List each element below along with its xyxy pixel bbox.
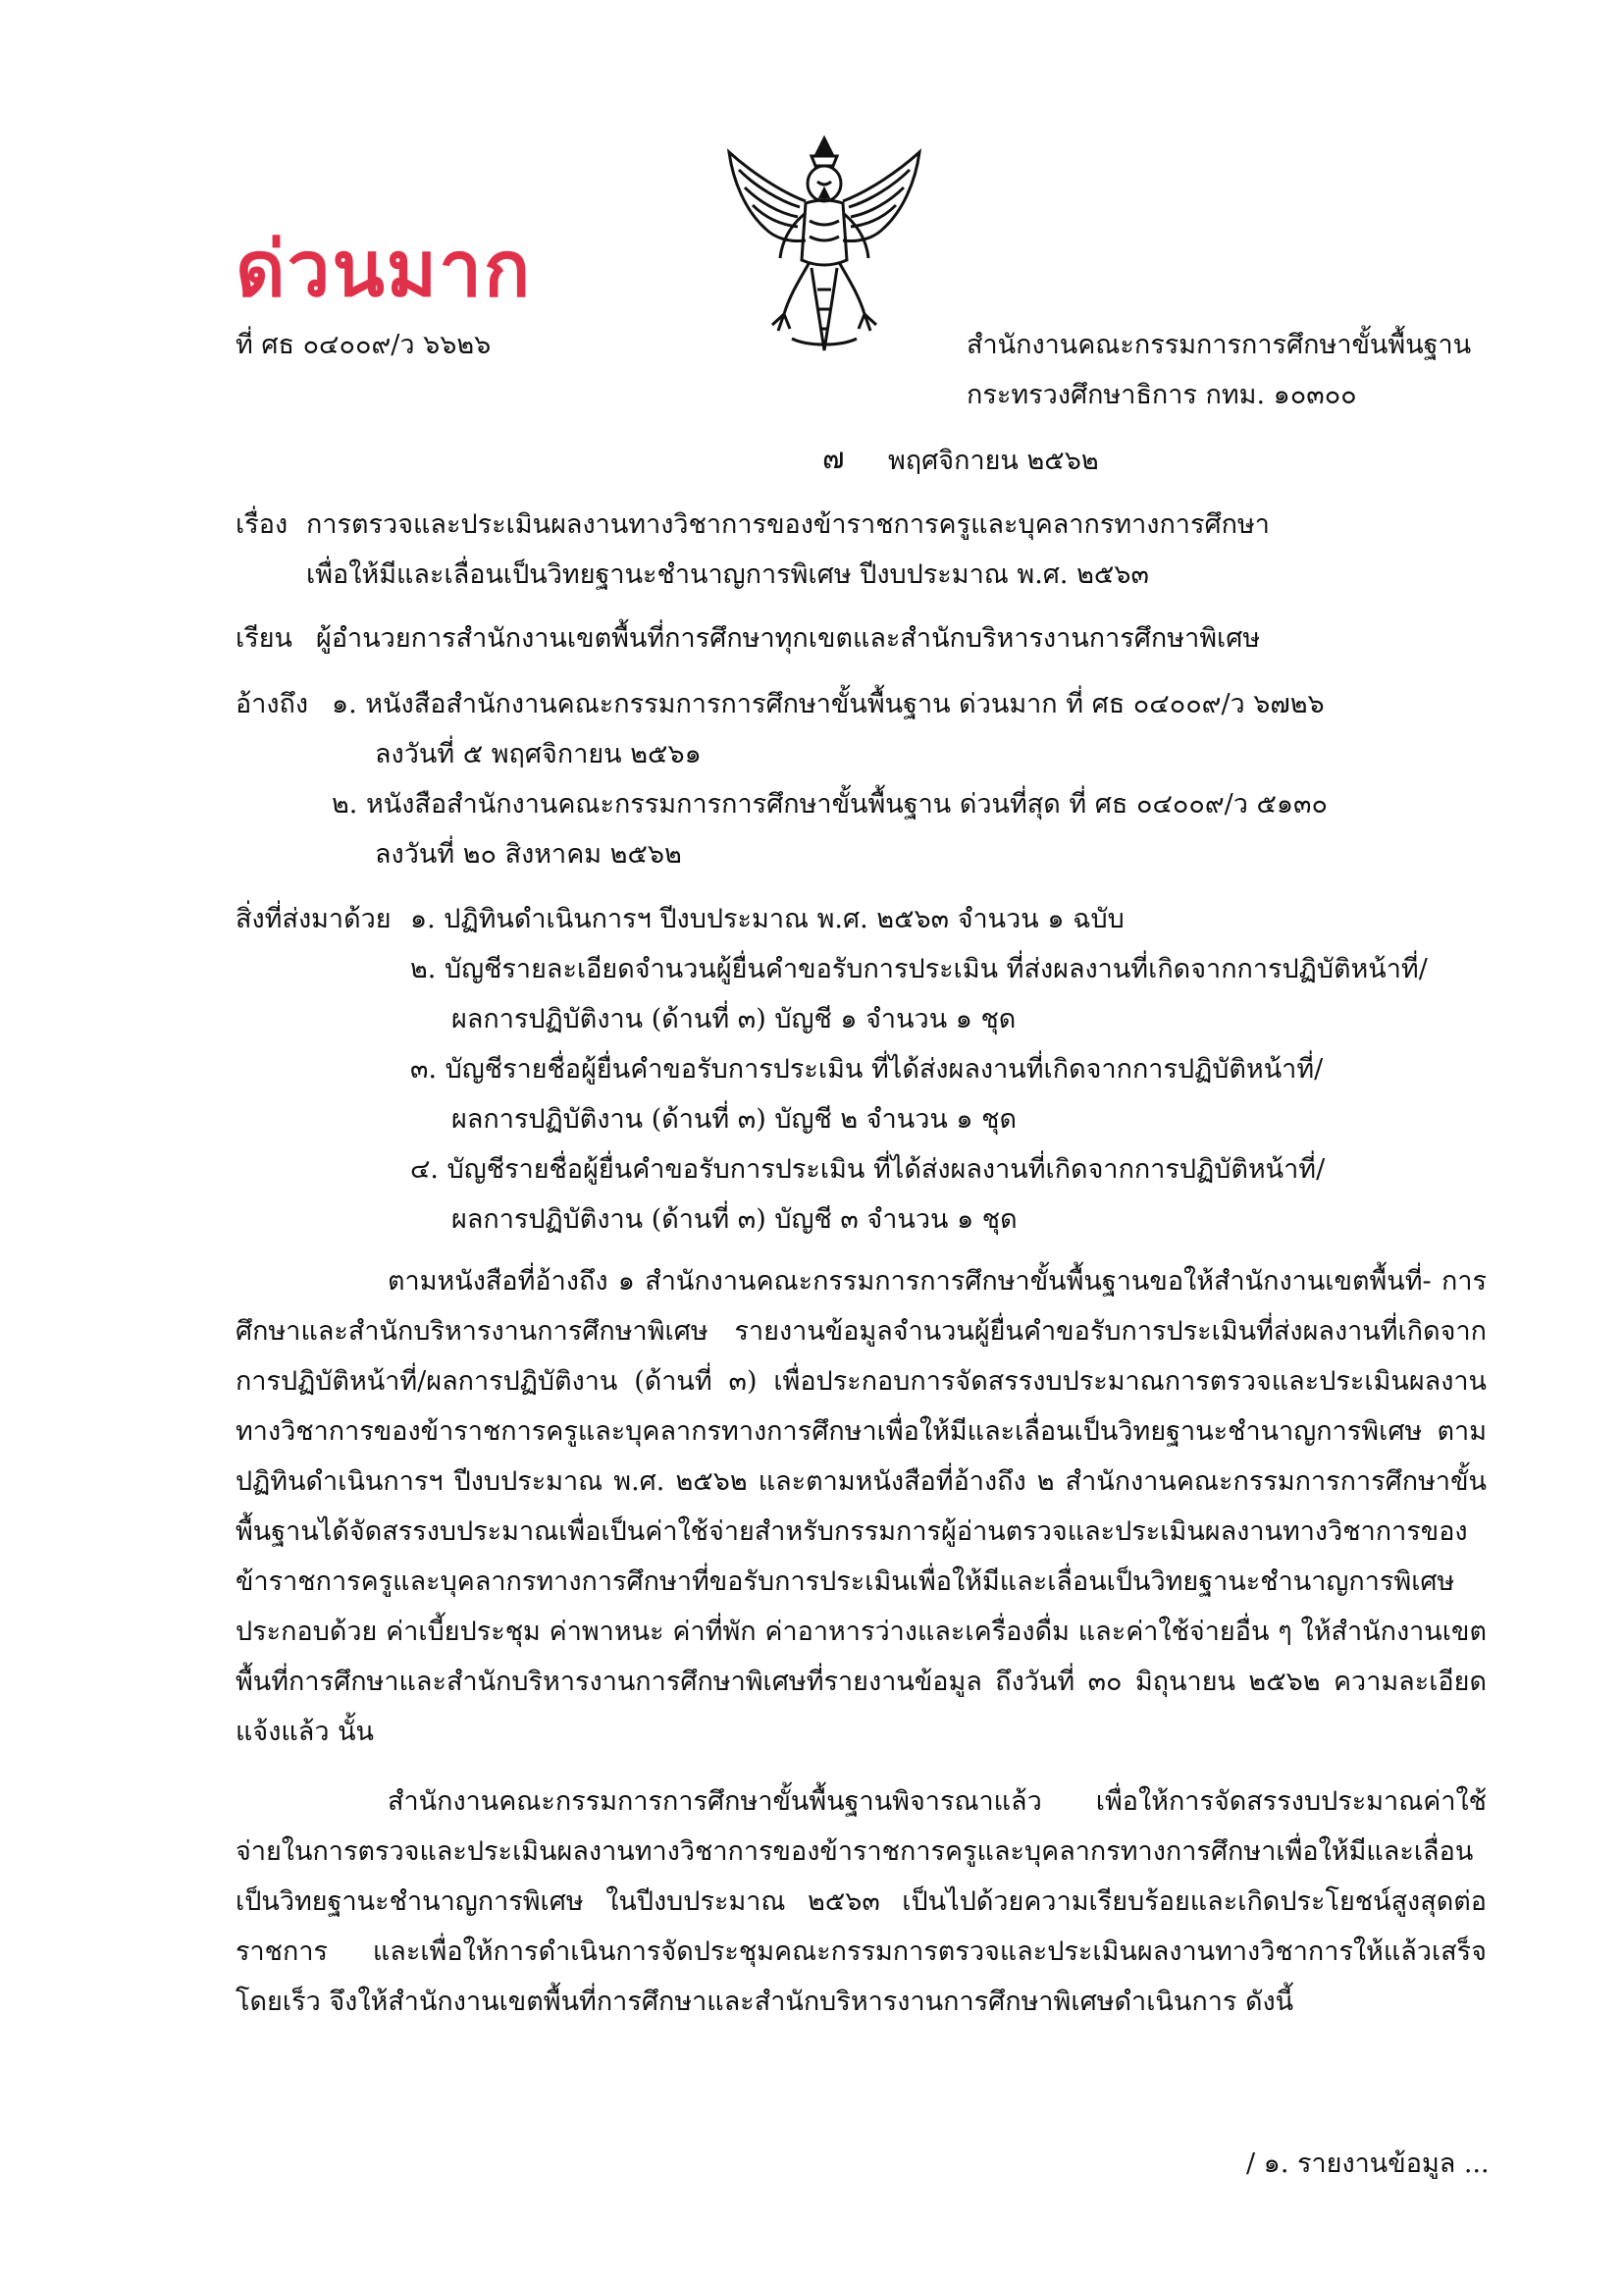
enclosure-2-line-1: ๒. บัญชีรายละเอียดจำนวนผู้ยื่นคำขอรับการประเมิน ที่ส่งผลงานที่เกิดจากการปฏิบัติหน้าที่/ xyxy=(410,954,1428,984)
body-paragraph-1-rest: การศึกษาและสำนักบริหารงานการศึกษาพิเศษ รายงานข้อมูลจำนวนผู้ยื่นคำขอรับการประเมินที่ส่งผลงานที่เกิดจากการปฏิบัติหน้าที่/ผลการปฏิบัติงาน (ด้านที่ ๓) เพื่อประกอบการจัดสรรงบประมาณการตรวจและประเมินผลงานทางวิชาการของข้าราชการครูและบุคลากรทางการศึกษาเพื่อให้มีและเลื่อนเป็นวิทยฐานะชำนาญการพิเศษ ตามปฏิทินดำเนินการฯ ปีงบประมาณ พ.ศ. ๒๕๖๒ และตามหนังสือที่อ้างถึง ๒ สำนักงานคณะกรรมการการศึกษาขั้นพื้นฐานได้จัดสรรงบประมาณเพื่อเป็นค่าใช้จ่ายสำหรับกรรมการผู้อ่านตรวจและประเมินผลงานทางวิชาการของข้าราชการครูและบุคลากรทางการศึกษาที่ขอรับการประเมินเพื่อให้มีและเลื่อนเป็นวิทยฐานะชำนาญการพิเศษ ประกอบด้วย ค่าเบี้ยประชุม ค่าพาหนะ ค่าที่พัก ค่าอาหารว่างและเครื่องดื่ม และค่าใช้จ่ายอื่น ๆ ให้สำนักงานเขตพื้นที่การศึกษาและสำนักบริหารงานการศึกษาพิเศษที่รายงานข้อมูล ถึงวันที่ ๓๐ มิถุนายน ๒๕๖๒ ความละเอียดแจ้งแล้ว นั้น xyxy=(236,1266,1487,1747)
enclosure-4-line-1: ๔. บัญชีรายชื่อผู้ยื่นคำขอรับการประเมิน ที่ได้ส่งผลงานที่เกิดจากการปฏิบัติหน้าที่/ xyxy=(410,1154,1326,1185)
enclosures-label: สิ่งที่ส่งมาด้วย xyxy=(236,904,392,934)
recipient-label: เรียน xyxy=(236,623,293,654)
references-label: อ้างถึง xyxy=(236,689,309,719)
enclosure-2-line-2: ผลการปฏิบัติงาน (ด้านที่ ๓) บัญชี ๑ จำนวน ๑ ชุด xyxy=(451,1004,1017,1034)
sender-address: กระทรวงศึกษาธิการ กทม. ๑๐๓๐๐ xyxy=(967,380,1357,410)
reference-2-line-1: ๒. หนังสือสำนักงานคณะกรรมการการศึกษาขั้นพื้นฐาน ด่วนที่สุด ที่ ศธ ๐๔๐๐๙/ว ๕๑๓๐ xyxy=(332,789,1328,820)
date-month-year: พฤศจิกายน ๒๕๖๒ xyxy=(888,446,1099,476)
sender-office: สำนักงานคณะกรรมการการศึกษาขั้นพื้นฐาน xyxy=(967,330,1472,360)
body-paragraph-2 xyxy=(236,1776,1487,2027)
recipient-text: ผู้อำนวยการสำนักงานเขตพื้นที่การศึกษาทุกเขตและสำนักบริหารงานการศึกษาพิเศษ xyxy=(316,623,1261,654)
reference-1-line-2: ลงวันที่ ๕ พฤศจิกายน ๒๕๖๑ xyxy=(375,739,702,769)
subject-line-1: การตรวจและประเมินผลงานทางวิชาการของข้าราชการครูและบุคลากรทางการศึกษา xyxy=(306,509,1270,540)
urgent-stamp: ด่วนมาก xyxy=(236,226,533,314)
enclosure-1-line-1: ๑. ปฏิทินดำเนินการฯ ปีงบประมาณ พ.ศ. ๒๕๖๓ จำนวน ๑ ฉบับ xyxy=(410,904,1125,934)
enclosure-4-line-2: ผลการปฏิบัติงาน (ด้านที่ ๓) บัญชี ๓ จำนวน ๑ ชุด xyxy=(451,1204,1018,1235)
subject-label: เรื่อง xyxy=(236,509,288,540)
garuda-emblem-icon xyxy=(721,133,927,363)
subject-line-2: เพื่อให้มีและเลื่อนเป็นวิทยฐานะชำนาญการพิเศษ ปีงบประมาณ พ.ศ. ๒๕๖๓ xyxy=(306,559,1149,590)
date-day: ๗ xyxy=(822,442,845,476)
enclosure-3-line-1: ๓. บัญชีรายชื่อผู้ยื่นคำขอรับการประเมิน ที่ได้ส่งผลงานที่เกิดจากการปฏิบัติหน้าที่/ xyxy=(410,1054,1324,1085)
body-paragraph-2-text: สำนักงานคณะกรรมการการศึกษาขั้นพื้นฐานพิจารณาแล้ว เพื่อให้การจัดสรรงบประมาณค่าใช้จ่ายในการตรวจและประเมินผลงานทางวิชาการของข้าราชการครูและบุคลากรทางการศึกษาเพื่อให้มีและเลื่อนเป็นวิทยฐานะชำนาญการพิเศษ ในปีงบประมาณ ๒๕๖๓ เป็นไปด้วยความเรียบร้อยและเกิดประโยชน์สูงสุดต่อราชการ และเพื่อให้การดำเนินการจัดประชุมคณะกรรมการตรวจและประเมินผลงานทางวิชาการให้แล้วเสร็จโดยเร็ว จึงให้สำนักงานเขตพื้นที่การศึกษาและสำนักบริหารงานการศึกษาพิเศษดำเนินการ ดังนี้ xyxy=(236,1786,1487,2017)
body-paragraph-1 xyxy=(236,1256,1487,1757)
letter-number: ที่ ศธ ๐๔๐๐๙/ว ๖๖๒๖ xyxy=(236,330,492,360)
body-paragraph-1-first: ตามหนังสือที่อ้างถึง ๑ สำนักงานคณะกรรมการการศึกษาขั้นพื้นฐานขอให้สำนักงานเขตพื้นที่- xyxy=(388,1266,1432,1297)
continuation-note: / ๑. รายงานข้อมูล ... xyxy=(1246,2148,1490,2179)
reference-1-line-1: ๑. หนังสือสำนักงานคณะกรรมการการศึกษาขั้นพื้นฐาน ด่วนมาก ที่ ศธ ๐๔๐๐๙/ว ๖๗๒๖ xyxy=(332,689,1325,719)
reference-2-line-2: ลงวันที่ ๒๐ สิงหาคม ๒๕๖๒ xyxy=(375,839,682,870)
enclosure-3-line-2: ผลการปฏิบัติงาน (ด้านที่ ๓) บัญชี ๒ จำนวน ๑ ชุด xyxy=(451,1104,1017,1135)
